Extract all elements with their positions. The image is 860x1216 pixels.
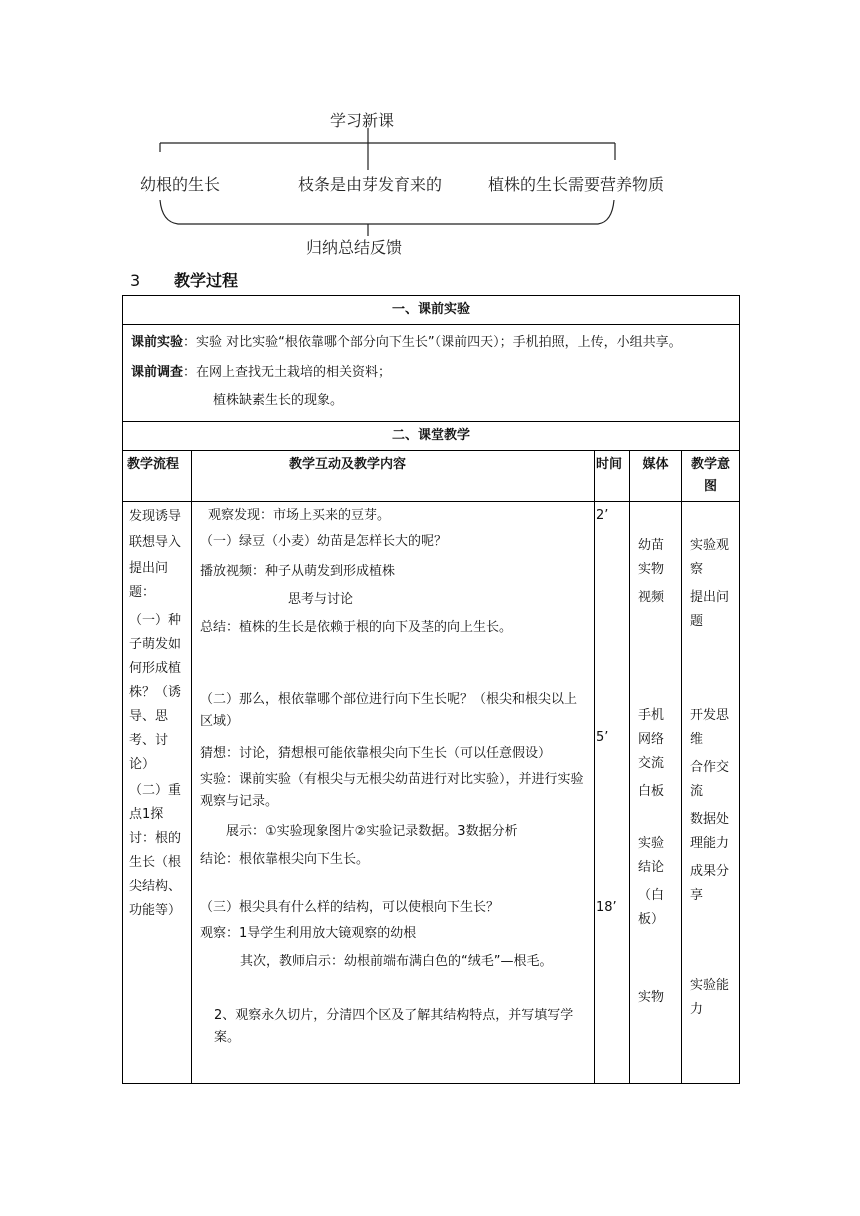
concept-diagram [0, 0, 860, 270]
part2-header-row [123, 422, 740, 451]
col-header-media: 媒体 [630, 451, 682, 502]
col-header-flow: 教学流程 [123, 451, 192, 502]
content-line: 其次，教师启示：幼根前端布满白色的“绒毛”—根毛。 [240, 954, 553, 969]
intent-item: 合作交流 [690, 760, 730, 799]
pre-survey-text-1: ：在网上查找无土栽培的相关资料； [183, 365, 392, 380]
media-item: 幼苗实物 [638, 538, 665, 577]
media-item: 视频 [638, 590, 665, 605]
content-line: 结论：根依靠根尖向下生长。 [200, 852, 370, 867]
intent-item: 实验观察 [690, 538, 730, 577]
flow-item: （一）种子萌发如何形成植株？（诱导、思考、讨论） [129, 613, 182, 772]
content-line: （一）绿豆（小麦）幼苗是怎样长大的呢？ [200, 534, 448, 549]
content-line: 总结：植株的生长是依赖于根的向下及茎的向上生长。 [200, 620, 513, 635]
content-line: 观察：1导学生利用放大镜观察的幼根 [200, 926, 417, 941]
time-cell [595, 502, 630, 1084]
flow-item: （二）重点1探讨：根的生长（根尖结构、功能等） [129, 783, 182, 918]
column-header-row [123, 451, 740, 502]
content-line: 观察发现：市场上买来的豆芽。 [208, 508, 391, 523]
col-header-content: 教学互动及教学内容 [192, 451, 595, 502]
part1-body-row [123, 325, 740, 422]
flow-item: 发现诱导 [129, 509, 182, 524]
content-line: 实验：课前实验（有根尖与无根尖幼苗进行对比实验），并进行实验观察与记录。 [200, 772, 584, 809]
intent-cell [682, 502, 740, 1084]
time-value: 5’ [596, 730, 609, 745]
intent-item: 实验能力 [690, 978, 730, 1017]
diagram-right-label: 植株的生长需要营养物质 [488, 175, 665, 194]
intent-item: 数据处理能力 [690, 812, 730, 851]
flow-item: 联想导入 [129, 535, 182, 550]
col-header-intent: 教学意图 [682, 451, 740, 502]
bottom-bracket-line [160, 200, 614, 224]
section-heading [130, 268, 238, 291]
section-title: 教学过程 [174, 271, 239, 290]
intent-item: 开发思维 [690, 708, 730, 747]
content-line: 播放视频：种子从萌发到形成植株 [200, 564, 396, 579]
content-line: 思考与讨论 [288, 592, 354, 607]
media-item: 手机网络交流 [638, 708, 665, 771]
media-item: 白板 [638, 784, 665, 799]
intent-item: 成果分享 [690, 864, 730, 903]
pre-survey [131, 361, 733, 385]
section-number: 3 [130, 271, 141, 290]
media-item: （白板） [638, 888, 665, 927]
media-cell [630, 502, 682, 1084]
pre-experiment-text: ：实验 对比实验“根依靠哪个部分向下生长”（课前四天）；手机拍照，上传，小组共享。 [183, 335, 682, 350]
pre-experiment-label: 课前实验 [131, 335, 184, 350]
diagram-top-label: 学习新课 [330, 111, 395, 130]
content-line: 展示：①实验现象图片②实验记录数据。3数据分析 [226, 824, 518, 839]
diagram-left-label: 幼根的生长 [140, 175, 221, 194]
media-item: 实物 [638, 990, 665, 1005]
diagram-bottom-label: 归纳总结反馈 [306, 238, 403, 257]
pre-experiment [131, 331, 733, 355]
time-value: 18’ [596, 900, 617, 915]
time-value: 2’ [596, 508, 609, 523]
col-header-time: 时间 [595, 451, 630, 502]
content-line: （二）那么，根依靠哪个部位进行向下生长呢？（根尖和根尖以上区域） [200, 692, 578, 729]
content-line: 猜想：讨论，猜想根可能依靠根尖向下生长（可以任意假设） [200, 746, 552, 761]
intent-item: 提出问题 [690, 590, 730, 629]
pre-survey-label: 课前调查 [131, 365, 184, 380]
content-line: （三）根尖具有什么样的结构，可以使根向下生长？ [200, 900, 500, 915]
part1-body [123, 325, 740, 422]
media-item: 实验结论 [638, 836, 665, 875]
content-line: 2、观察永久切片，分清四个区及了解其结构特点，并写填写学案。 [214, 1008, 574, 1045]
part2-header: 二、课堂教学 [123, 422, 740, 451]
content-cell [192, 502, 595, 1084]
content-row [123, 502, 740, 1084]
flow-cell [123, 502, 192, 1084]
pre-survey-text-2: 植株缺素生长的现象。 [213, 393, 344, 408]
part1-header: 一、课前实验 [123, 296, 740, 325]
teaching-process-table [122, 295, 740, 1084]
flow-item: 提出问题： [129, 561, 169, 600]
diagram-middle-label: 枝条是由芽发育来的 [298, 175, 443, 194]
part1-header-row [123, 296, 740, 325]
